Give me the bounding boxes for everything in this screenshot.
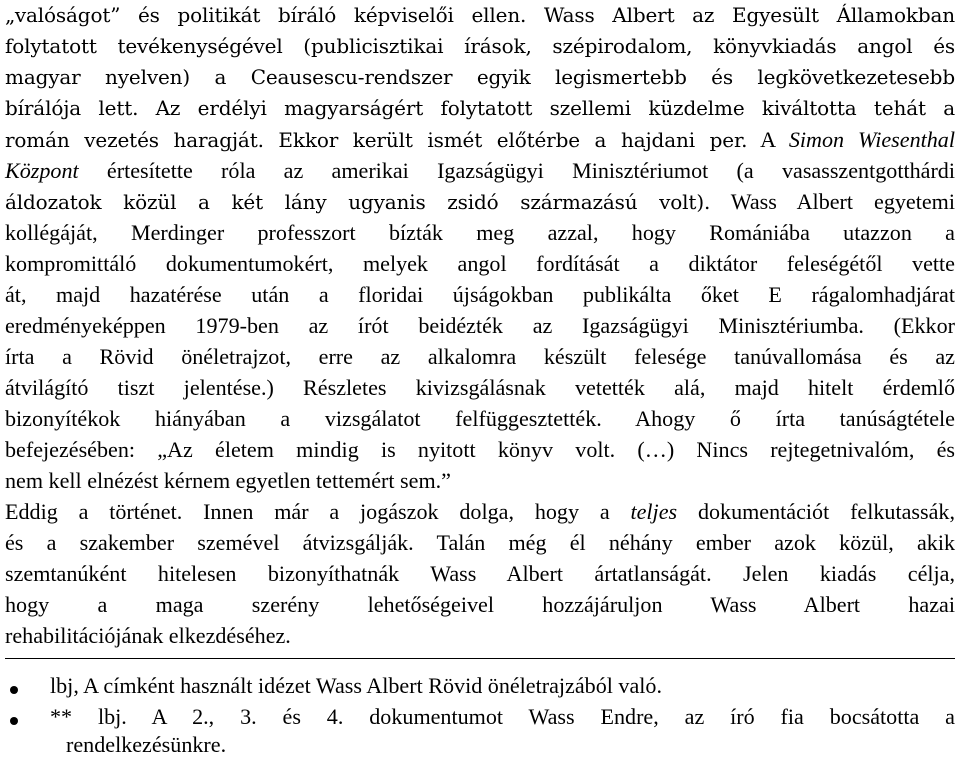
text-line xyxy=(5,496,955,527)
footnote-2: ** lbj. A 2., 3. és 4. dokumentumot Wass Endre, az író fia bocsátotta a xyxy=(50,704,955,729)
text-line: nem kell elnézést kérnem egyetlen tettemért sem.” xyxy=(5,468,451,493)
text-line: bírálója lett. Az erdélyi magyarságért folytatott szellemi küzdelme kiváltotta tehát a xyxy=(5,96,955,120)
text-line: bizonyítékok hiányában a vizsgálatot felfüggesztették. Ahogy ő írta tanúságtétele xyxy=(5,406,955,431)
text-line: hogy a maga szerény lehetőségeivel hozzájáruljon Wass Albert hazai xyxy=(5,592,955,617)
text-line: kompromittáló dokumentumokért, melyek angol fordítását a diktátor feleségétől vette xyxy=(5,251,955,276)
text-run: értesítette róla az amerikai Igazságügyi Minisztériumot (a vasasszentgotthárdi xyxy=(78,158,955,183)
text-run: román vezetés haragját. Ekkor került ismét előtérbe a hajdani per. xyxy=(5,128,748,152)
text-run: Wass Albert egyetemi xyxy=(730,189,955,214)
text-run: dokumentációt felkutassák, xyxy=(677,499,955,524)
text-run: Eddig a történet. Innen már a jogászok dolga, hogy a xyxy=(5,499,610,524)
text-run: áldozatok közül a két lány ugyanis zsidó származású volt). xyxy=(5,190,711,214)
footnote-divider xyxy=(5,658,955,659)
italic-run: Simon Wiesenthal xyxy=(788,127,955,152)
text-line: kollégáját, Merdinger professzort bízták meg azzal, hogy Romániába utazzon a xyxy=(5,220,955,245)
footnote-2-continuation: rendelkezésünkre. xyxy=(66,732,227,757)
bullet-icon xyxy=(10,717,18,725)
text-line: és a szakember szemével átvizsgálják. Talán még él néhány ember azok közül, akik xyxy=(5,530,955,555)
text-line xyxy=(5,155,955,186)
bullet-icon xyxy=(10,686,18,694)
italic-run: Központ xyxy=(5,158,79,183)
text-line: befejezésében: „Az életem mindig is nyitott könyv volt. (…) Nincs rejtegetnivalóm, és xyxy=(5,437,955,462)
footnote-1: lbj, A címként használt idézet Wass Albert Rövid önéletrajzából való. xyxy=(50,673,662,698)
text-line: írta a Rövid önéletrajzot, erre az alkalomra készült felesége tanúvallomása és az xyxy=(5,344,955,369)
italic-run: teljes xyxy=(630,499,678,524)
text-line xyxy=(5,186,955,217)
text-line xyxy=(5,124,955,155)
text-line: „valóságot” és politikát bíráló képviselői ellen. Wass Albert az Egyesült Államokban xyxy=(5,3,955,27)
text-line: eredményeképpen 1979-ben az írót beidézték az Igazságügyi Minisztériumba. (Ekkor xyxy=(5,313,955,338)
text-line: rehabilitációjának elkezdéséhez. xyxy=(5,623,291,648)
text-run: A xyxy=(760,127,789,152)
text-line: szemtanúként hitelesen bizonyíthatnák Wass Albert ártatlanságát. Jelen kiadás célja, xyxy=(5,561,955,586)
text-line: át, majd hazatérése után a floridai újságokban publikálta őket E rágalomhadjárat xyxy=(5,282,955,307)
text-line: folytatott tevékenységével (publicisztikai írások, szépirodalom, könyvkiadás angol és xyxy=(5,34,955,58)
text-line: átvilágító tiszt jelentése.) Részletes kivizsgálásnak vetették alá, majd hitelt érdemlő xyxy=(5,375,955,400)
text-line: magyar nyelven) a Ceausescu-rendszer egyik legismertebb és legkövetkezetesebb xyxy=(5,65,955,89)
